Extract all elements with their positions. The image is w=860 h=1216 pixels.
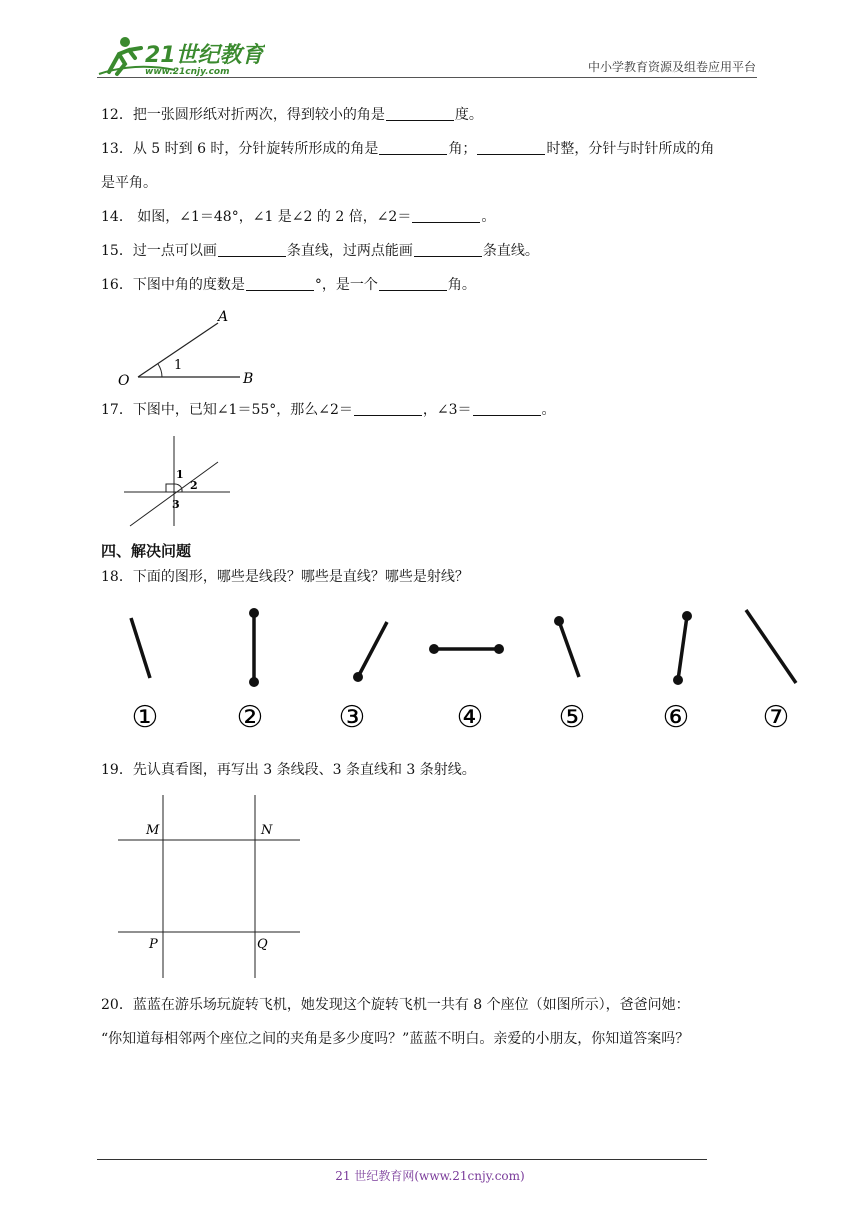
q13-blank-2[interactable] — [477, 140, 545, 155]
label-angle-1: 1 — [174, 358, 183, 373]
footer-divider — [97, 1159, 707, 1160]
question-18: 18．下面的图形，哪些是线段？哪些是直线？哪些是射线？ — [101, 569, 469, 585]
q12-blank[interactable] — [386, 106, 454, 121]
platform-label: 中小学教育资源及组卷应用平台 — [587, 60, 756, 74]
label-circled-1: ① — [131, 700, 159, 735]
endpoint-3 — [353, 672, 363, 682]
endpoint-4b — [494, 644, 504, 654]
label-circled-2: ② — [236, 700, 264, 735]
line-types-figure-18 — [110, 600, 810, 740]
label-3: 3 — [172, 498, 180, 511]
endpoint-6b — [673, 675, 683, 685]
q12-suffix: 度。 — [454, 107, 483, 123]
label-q: Q — [257, 937, 268, 952]
angle-arc — [158, 364, 162, 377]
question-20-line1: 20．蓝蓝在游乐场玩旋转飞机，她发现这个旋转飞机一共有 8 个座位（如图所示），爸爸问她： — [101, 997, 690, 1013]
q17-blank-2[interactable] — [473, 401, 541, 416]
label-circled-5: ⑤ — [558, 700, 586, 735]
line-1 — [131, 618, 150, 678]
label-m: M — [146, 823, 160, 838]
q17-mid: ，∠3＝ — [422, 402, 472, 418]
question-19: 19．先认真看图，再写出 3 条线段、3 条直线和 3 条射线。 — [101, 762, 476, 778]
label-o: O — [118, 373, 130, 389]
q15-blank-1[interactable] — [218, 242, 286, 257]
arc-1 — [174, 484, 181, 487]
q13-mid: 角； — [448, 141, 477, 157]
q15-suffix: 条直线。 — [482, 243, 539, 259]
question-12 — [101, 105, 483, 125]
q13-suffix: 时整，分针与时针所成的角 — [546, 141, 715, 157]
right-angle-mark — [166, 484, 174, 492]
q16-blank-1[interactable] — [246, 276, 314, 291]
q14-blank[interactable] — [412, 208, 480, 223]
q16-mid: °，是一个 — [314, 277, 378, 293]
ray-5 — [559, 621, 579, 677]
segment-6 — [678, 616, 687, 680]
arc-2 — [181, 487, 182, 492]
question-17 — [101, 400, 556, 420]
q15-mid: 条直线，过两点能画 — [286, 243, 413, 259]
label-p: P — [149, 937, 158, 952]
label-2: 2 — [190, 479, 198, 492]
q17-text: 17．下图中，已知∠1＝55°，那么∠2＝ — [101, 402, 353, 418]
intersecting-lines-figure-17 — [120, 432, 240, 528]
q15-blank-2[interactable] — [414, 242, 482, 257]
question-13-line2: 是平角。 — [101, 175, 157, 191]
q16-text: 16．下图中角的度数是 — [101, 277, 245, 293]
section-heading: 四、解决问题 — [101, 542, 192, 560]
question-15 — [101, 241, 539, 261]
q17-blank-1[interactable] — [354, 401, 422, 416]
label-1: 1 — [176, 468, 184, 481]
label-circled-4: ④ — [456, 700, 484, 735]
header-divider — [97, 77, 757, 78]
q14-suffix: 。 — [481, 209, 496, 225]
endpoint-4a — [429, 644, 439, 654]
q16-blank-2[interactable] — [379, 276, 447, 291]
question-20-line2: “你知道每相邻两个座位之间的夹角是多少度吗？”蓝蓝不明白。亲爱的小朋友，你知道答案吗？ — [101, 1031, 690, 1047]
logo-url: www.21cnjy.com — [145, 67, 230, 77]
line-7 — [746, 610, 796, 683]
endpoint-6a — [682, 611, 692, 621]
q12-text: 12．把一张圆形纸对折两次，得到较小的角是 — [101, 107, 385, 123]
endpoint-5 — [554, 616, 564, 626]
label-a: A — [218, 309, 229, 325]
question-16 — [101, 275, 476, 295]
header-logo — [95, 32, 265, 78]
grid-figure-19 — [115, 792, 305, 982]
endpoint-2b — [249, 677, 259, 687]
label-n: N — [261, 823, 273, 838]
label-b: B — [243, 371, 254, 387]
endpoint-2a — [249, 608, 259, 618]
footer-link[interactable]: 21 世纪教育网(www.21cnjy.com) — [335, 1169, 525, 1183]
q16-suffix: 角。 — [447, 277, 476, 293]
runner-logo-icon — [95, 32, 265, 78]
q17-suffix: 。 — [541, 402, 556, 418]
angle-figure-16 — [110, 305, 270, 390]
q13-blank-1[interactable] — [379, 140, 447, 155]
ray-3 — [358, 622, 387, 677]
question-14 — [101, 207, 495, 227]
label-circled-7: ⑦ — [762, 700, 790, 735]
label-circled-6: ⑥ — [662, 700, 690, 735]
q15-text: 15．过一点可以画 — [101, 243, 217, 259]
logo-title: 21世纪教育 — [145, 43, 264, 68]
q14-text: 14． 如图，∠1＝48°，∠1 是∠2 的 2 倍，∠2＝ — [101, 209, 412, 225]
question-13 — [101, 139, 714, 159]
label-circled-3: ③ — [338, 700, 366, 735]
q13-text: 13．从 5 时到 6 时，分针旋转所形成的角是 — [101, 141, 379, 157]
